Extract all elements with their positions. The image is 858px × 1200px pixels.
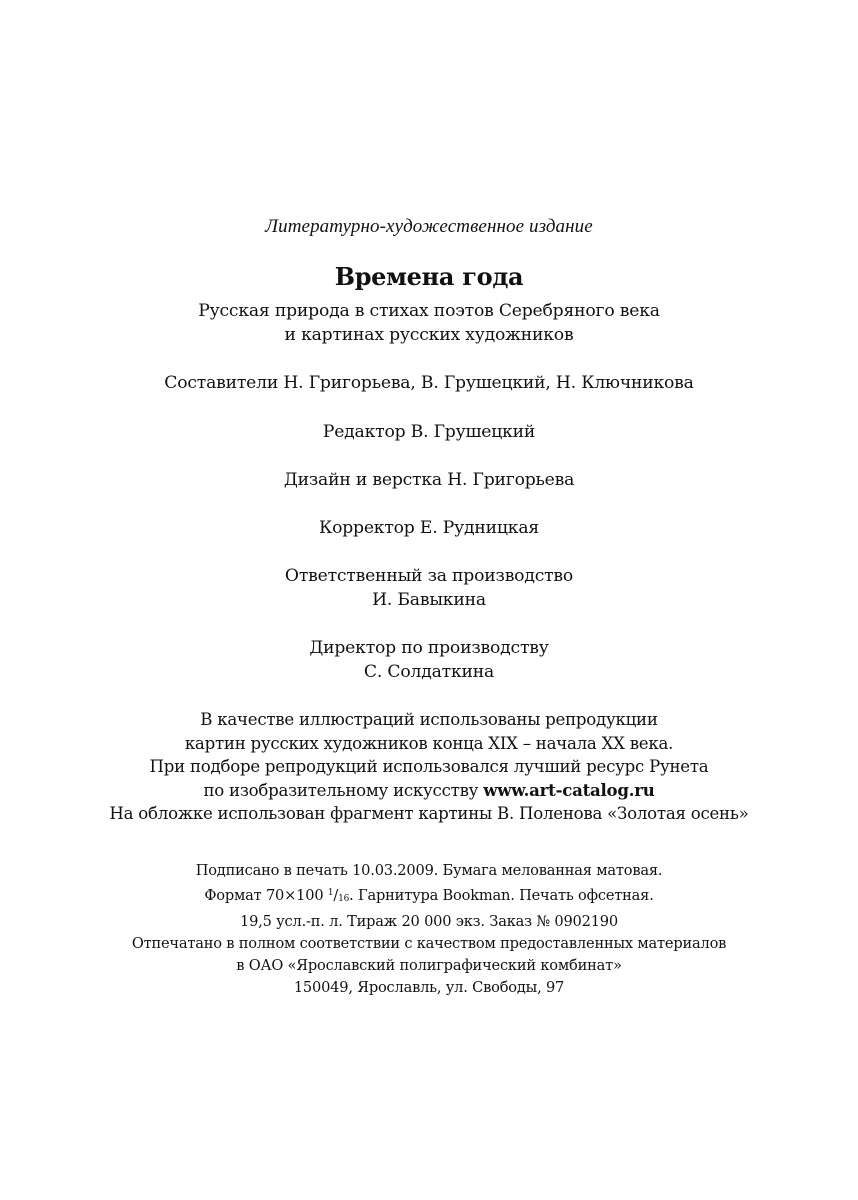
production-director-name: С. Солдаткина bbox=[363, 662, 495, 682]
illustrations-line: В качестве иллюстраций использованы репродукции bbox=[200, 710, 658, 729]
imprint-line: Подписано в печать 10.03.2009. Бумага мелованная матовая. bbox=[195, 862, 663, 879]
print-imprint bbox=[0, 860, 858, 1000]
illustrations-line-text: по изобразительному искусству bbox=[203, 780, 484, 800]
editor-credit bbox=[0, 420, 858, 444]
imprint-line: в ОАО «Ярославский полиграфический комбинат» bbox=[236, 957, 622, 975]
format-fraction-slash: / bbox=[333, 887, 339, 905]
design-text: Дизайн и верстка Н. Григорьева bbox=[283, 470, 575, 490]
illustrations-line: картин русских художников конца XIX – начала XX века. bbox=[184, 733, 674, 753]
editor-text: Редактор В. Грушецкий bbox=[322, 422, 536, 442]
design-credit bbox=[0, 468, 858, 492]
book-subtitle bbox=[0, 299, 858, 347]
subtitle-line: Русская природа в стихах поэтов Серебряного века bbox=[198, 301, 660, 321]
art-catalog-link[interactable]: www.art-catalog.ru bbox=[483, 779, 655, 800]
subtitle-line: и картинах русских художников bbox=[284, 325, 574, 345]
imprint-format-suffix: . Гарнитура Bookman. Печать офсетная. bbox=[349, 887, 654, 905]
production-responsible-name: И. Бавыкина bbox=[372, 590, 486, 610]
illustrations-line: На обложке использован фрагмент картины В. Поленова «Золотая осень» bbox=[109, 804, 749, 823]
proofreader-text: Корректор Е. Рудницкая bbox=[318, 518, 540, 538]
production-director-role: Директор по производству bbox=[309, 638, 549, 658]
imprint-line: 19,5 усл.-п. л. Тираж 20 000 экз. Заказ № 0902190 bbox=[240, 912, 618, 930]
production-responsible-role: Ответственный за производство bbox=[284, 566, 574, 586]
book-title: Времена года bbox=[334, 262, 524, 291]
illustrations-note bbox=[0, 708, 858, 826]
imprint-format-text: Формат 70×100 bbox=[204, 887, 328, 905]
format-fraction-numerator: 1 bbox=[327, 888, 334, 899]
compilers-text: Составители Н. Григорьева, В. Грушецкий, Н. Ключникова bbox=[164, 373, 694, 393]
imprint-line: Отпечатано в полном соответствии с качеством предоставленных материалов bbox=[131, 934, 727, 952]
imprint-line: 150049, Ярославль, ул. Свободы, 97 bbox=[293, 979, 565, 997]
illustrations-line: При подборе репродукций использовался лучший ресурс Рунета bbox=[149, 757, 709, 776]
compilers-credit bbox=[0, 371, 858, 395]
imprint-line bbox=[0, 882, 858, 910]
publication-genre: Литературно-художественное издание bbox=[265, 216, 593, 237]
format-fraction-denominator: 16 bbox=[338, 894, 350, 905]
proofreader-credit bbox=[0, 516, 858, 540]
production-responsible-credit bbox=[0, 564, 858, 612]
production-director-credit bbox=[0, 636, 858, 684]
illustrations-line bbox=[0, 779, 858, 803]
